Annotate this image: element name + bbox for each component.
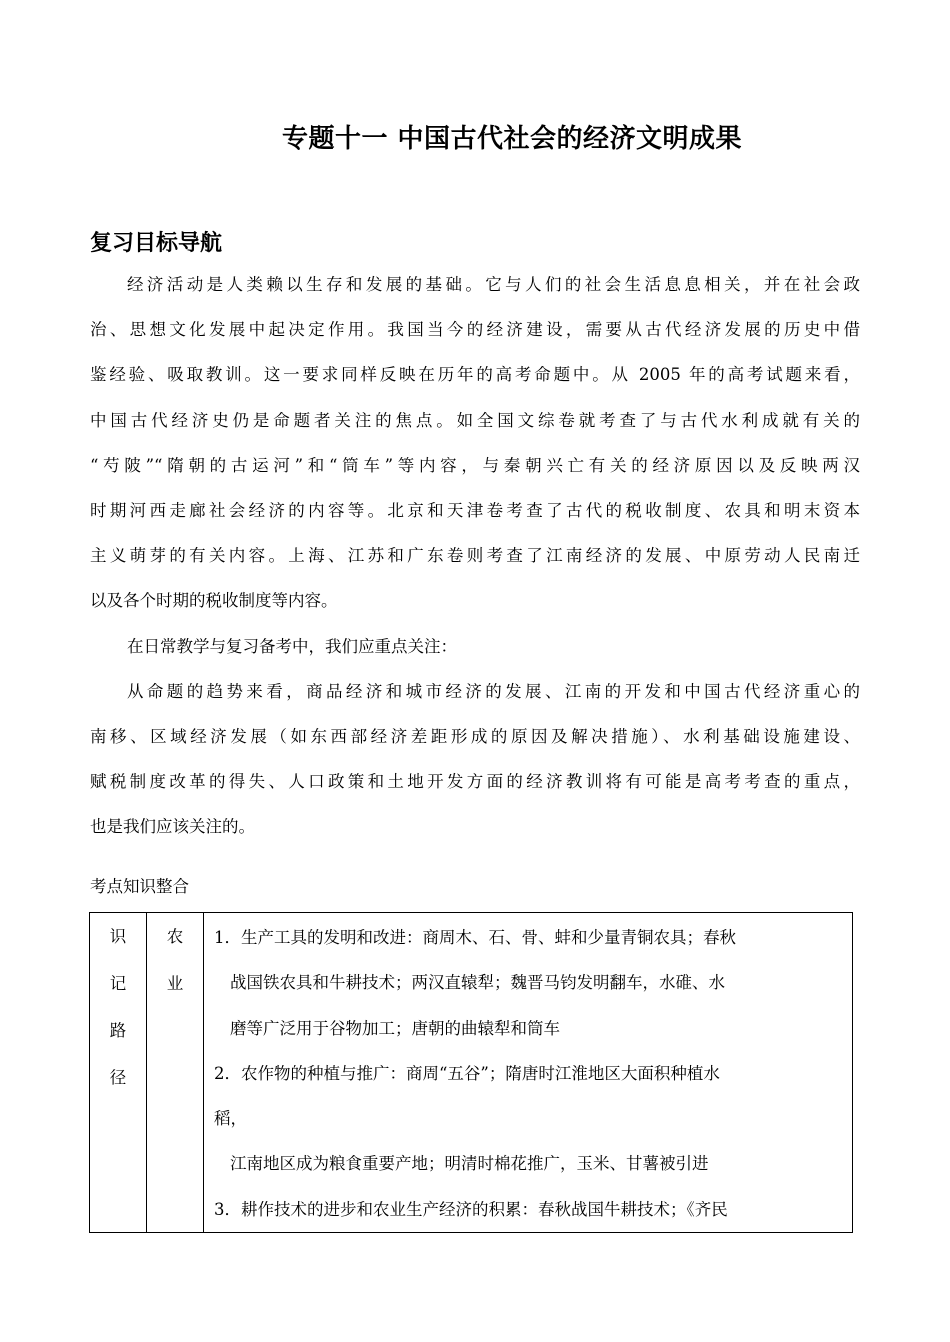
body-text (90, 262, 860, 850)
category-char: 农 (166, 927, 184, 946)
category-char: 业 (166, 974, 184, 993)
section-heading: 复习目标导航 (90, 231, 223, 256)
content-line: 2．农作物的种植与推广：商周“五谷”；隋唐时江淮地区大面积种植水 (214, 1063, 720, 1083)
table-label: 考点知识整合 (90, 877, 189, 896)
content-line: 3．耕作技术的进步和农业生产经济的积累：春秋战国牛耕技术；《齐民 (214, 1199, 728, 1219)
path-char: 径 (109, 1068, 127, 1087)
text-line: “芍陂”“隋朝的古运河”和“筒车”等内容，与秦朝兴亡有关的经济原因以及反映两汉 (90, 455, 860, 475)
content-line: 1．生产工具的发明和改进：商周木、石、骨、蚌和少量青铜农具；春秋 (214, 928, 736, 947)
content-line: 磨等广泛用于谷物加工；唐朝的曲辕犁和筒车 (230, 1018, 560, 1038)
paragraph-3 (90, 669, 860, 850)
text-line: 鉴经验、吸取教训。这一要求同样反映在历年的高考命题中。从 2005 年的高考试题来看， (90, 365, 860, 385)
content-line: 稻， (214, 1109, 247, 1129)
path-char: 路 (109, 1021, 127, 1040)
content-cell (204, 913, 853, 1233)
text-line: 时期河西走廊社会经济的内容等。北京和天津卷考查了古代的税收制度、农具和明末资本 (90, 501, 860, 521)
content-line: 江南地区成为粮食重要产地；明清时棉花推广，玉米、甘薯被引进 (230, 1154, 709, 1174)
category-cell (147, 913, 204, 1233)
page-title: 专题十一 中国古代社会的经济文明成果 (281, 124, 743, 154)
text-line: 在日常教学与复习备考中，我们应重点关注： (127, 636, 457, 656)
paragraph-1 (90, 262, 860, 624)
path-cell (90, 913, 147, 1233)
text-line: 以及各个时期的税收制度等内容。 (90, 591, 338, 611)
text-line: 主义萌芽的有关内容。上海、江苏和广东卷则考查了江南经济的发展、中原劳动人民南迁 (90, 546, 860, 566)
text-line: 南移、区域经济发展（如东西部经济差距形成的原因及解决措施）、水利基础设施建设、 (90, 727, 860, 747)
text-line: 从命题的趋势来看，商品经济和城市经济的发展、江南的开发和中国古代经济重心的 (127, 681, 860, 701)
knowledge-table (89, 912, 853, 1233)
text-line: 中国古代经济史仍是命题者关注的焦点。如全国文综卷就考查了与古代水利成就有关的 (90, 410, 860, 430)
text-line: 治、思想文化发展中起决定作用。我国当今的经济建设，需要从古代经济发展的历史中借 (90, 320, 860, 340)
text-line: 也是我们应该关注的。 (90, 817, 255, 837)
text-line: 赋税制度改革的得失、人口政策和土地开发方面的经济教训将有可能是高考考查的重点， (90, 772, 860, 792)
content-line: 战国铁农具和牛耕技术；两汉直辕犁；魏晋马钧发明翻车，水碓、水 (230, 973, 725, 993)
path-char: 记 (109, 974, 127, 993)
table-row (90, 913, 853, 1233)
text-line: 经济活动是人类赖以生存和发展的基础。它与人们的社会生活息息相关，并在社会政 (127, 275, 860, 294)
path-char: 识 (109, 927, 127, 946)
paragraph-2 (90, 624, 860, 669)
